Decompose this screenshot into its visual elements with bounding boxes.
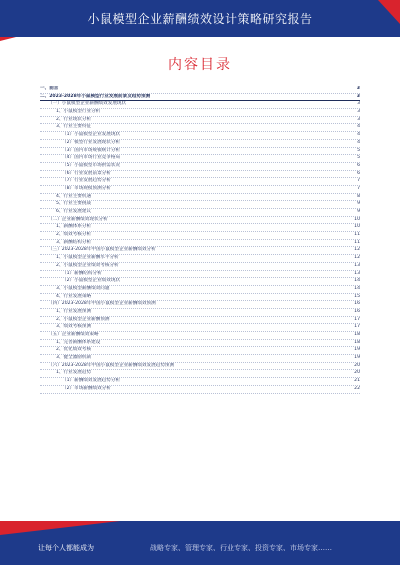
toc-entry[interactable]	[40, 309, 360, 317]
toc-entry-text: 1、行业发展预测	[56, 308, 92, 314]
toc-entry-page: 14	[354, 285, 360, 291]
toc-entry[interactable]	[40, 186, 360, 194]
toc-entry-text: 2、优化绩效考核	[56, 347, 92, 353]
toc-entry-page: 3	[357, 109, 360, 115]
toc-entry-text: （2）市场薪酬绩效分析	[62, 385, 111, 391]
toc-entry[interactable]	[40, 101, 360, 109]
toc-entry-text: （1）小鼠模型企业发展现状	[62, 132, 121, 138]
header-red-notch	[0, 37, 16, 41]
toc-entry-page: 3	[357, 101, 360, 107]
toc-entry[interactable]	[40, 378, 360, 386]
toc-entry-text: 3、健全激励机制	[56, 355, 92, 361]
toc-entry-page: 13	[354, 262, 360, 268]
toc-entry-text: （四）2023-2028年中国小鼠模型企业薪酬绩效预测	[48, 301, 156, 307]
toc-entry-text: （2）模型行业发展现状分析	[62, 139, 121, 145]
toc-entry[interactable]	[40, 124, 360, 132]
footer-red-ribbon	[0, 521, 120, 535]
toc-entry-text: （1）薪酬绩效发展趋势分析	[62, 378, 121, 384]
toc-entry[interactable]	[40, 324, 360, 332]
toc-entry-page: 19	[354, 347, 360, 353]
toc-entry-page: 12	[354, 247, 360, 253]
toc-entry-page: 3	[356, 93, 360, 99]
toc-entry[interactable]	[40, 363, 360, 371]
toc-entry-text: 二、2023-2028年小鼠模型行业发展前景及趋势预测	[40, 93, 151, 99]
toc-entry-text: 3、绩效考核预测	[56, 324, 92, 330]
toc-entry[interactable]	[40, 263, 360, 271]
toc-entry-page: 11	[354, 239, 360, 245]
toc-entry-page: 20	[354, 370, 360, 376]
toc-entry-page: 4	[357, 132, 360, 138]
toc-entry[interactable]	[40, 140, 360, 148]
toc-entry[interactable]	[40, 294, 360, 302]
toc-entry-page: 9	[357, 209, 360, 214]
toc-entry[interactable]	[40, 194, 360, 202]
toc-entry-text: 3、小鼠模型薪酬绩效问题	[56, 285, 110, 291]
toc-entry[interactable]	[40, 301, 360, 309]
toc-entry-page: 6	[357, 162, 360, 168]
toc-entry[interactable]	[40, 94, 360, 102]
toc-entry-text: （5）小鼠模型市场供需状况	[62, 162, 121, 168]
toc-entry[interactable]	[40, 355, 360, 363]
toc-entry[interactable]	[40, 148, 360, 156]
toc-entry-text: 6、行业发展建议	[56, 209, 92, 214]
toc-entry-page: 4	[357, 124, 360, 130]
toc-entry-page: 8	[357, 193, 360, 199]
toc-entry[interactable]	[40, 340, 360, 348]
toc-entry-text: 1、薪酬体系分析	[56, 224, 92, 230]
toc-entry-page: 3	[357, 116, 360, 122]
toc-entry[interactable]	[40, 171, 360, 179]
toc-entry-page: 17	[354, 316, 360, 322]
toc-entry[interactable]	[40, 109, 360, 117]
toc-entry-page: 16	[354, 308, 360, 314]
toc-entry-text: 4、行业发展策略	[56, 293, 92, 299]
toc-entry-page: 21	[354, 378, 360, 384]
toc-entry-page: 13	[354, 270, 360, 276]
toc-entry-text: 3、行业主要特征	[56, 124, 92, 130]
toc-entry-text: （六）2023-2028年中国小鼠模型企业薪酬绩效发展趋势预测	[48, 362, 175, 368]
toc-entry[interactable]	[40, 132, 360, 140]
toc-entry-text: （三）2023-2028年中国小鼠模型企业薪酬绩效分析	[48, 247, 156, 253]
toc-entry[interactable]	[40, 255, 360, 263]
toc-entry-text: （五）企业薪酬绩效策略	[48, 332, 99, 337]
toc-entry[interactable]	[40, 224, 360, 232]
toc-entry[interactable]	[40, 386, 360, 394]
toc-entry-page: 10	[354, 224, 360, 230]
toc-entry-text: 4、行业主要机遇	[56, 193, 92, 199]
toc-entry[interactable]	[40, 86, 360, 94]
toc-entry-text: （8）市场规模预测分析	[62, 185, 111, 191]
toc-entry-page: 6	[357, 170, 360, 176]
toc-entry-page: 15	[354, 293, 360, 299]
toc-entry-page: 5	[357, 155, 360, 161]
toc-entry[interactable]	[40, 271, 360, 279]
toc-entry[interactable]	[40, 240, 360, 248]
toc-entry-text: （2）小鼠模型企业绩效现状	[62, 278, 121, 284]
footer-slogan: 让每个人都能成为	[38, 544, 94, 552]
toc-entry-text: 1、小鼠模型行业分析	[56, 109, 101, 115]
toc-entry[interactable]	[40, 347, 360, 355]
toc-entry-text: （7）行业发展趋势分析	[62, 178, 111, 184]
toc-entry-page: 18	[354, 332, 360, 337]
toc-entry-text: 1、完善薪酬体系建设	[56, 339, 101, 345]
toc-entry-text: （6）行业发展前景分析	[62, 170, 111, 176]
toc-entry-page: 11	[354, 232, 360, 238]
toc-entry-page: 19	[354, 355, 360, 361]
toc-entry-text: 3、薪酬结构分析	[56, 239, 92, 245]
toc-entry-page: 10	[354, 216, 360, 222]
toc-entry-page: 14	[354, 278, 360, 284]
toc-entry-text: 2、小鼠模型企业绩效考核分析	[56, 262, 119, 268]
toc-entry-text: （3）国内市场规模统计分析	[62, 147, 121, 153]
toc-entry-page: 20	[354, 362, 360, 368]
toc-entry-text: 5、行业主要挑战	[56, 201, 92, 207]
toc-entry[interactable]	[40, 278, 360, 286]
toc-entry[interactable]	[40, 317, 360, 325]
header-bar	[0, 0, 400, 37]
toc-entry-text: 1、小鼠模型企业薪酬水平分析	[56, 255, 119, 261]
table-of-contents	[40, 86, 360, 531]
toc-entry-text: （一）小鼠模型企业薪酬绩效发展现状	[48, 101, 127, 107]
toc-entry-page: 22	[354, 385, 360, 391]
toc-entry[interactable]	[40, 232, 360, 240]
report-title: 小鼠模型企业薪酬绩效设计策略研究报告	[87, 12, 313, 26]
toc-entry-text: （4）国内市场行业竞争格局	[62, 155, 121, 161]
toc-entry-page: 7	[357, 178, 360, 184]
toc-entry-page: 18	[354, 339, 360, 345]
toc-entry[interactable]	[40, 209, 360, 217]
toc-entry-text: 2、绩效考核分析	[56, 232, 92, 238]
toc-entry[interactable]	[40, 247, 360, 255]
toc-entry[interactable]	[40, 178, 360, 186]
toc-entry-text: 1、行业发展趋势	[56, 370, 92, 376]
toc-entry-page: 9	[357, 201, 360, 207]
toc-entry-page: 3	[356, 86, 360, 91]
toc-entry-page: 4	[357, 139, 360, 145]
toc-entry-page: 5	[357, 147, 360, 153]
toc-entry[interactable]	[40, 201, 360, 209]
toc-entry[interactable]	[40, 163, 360, 171]
toc-entry-page: 7	[357, 185, 360, 191]
toc-entry-text: 2、行业现状分析	[56, 116, 92, 122]
toc-entry[interactable]	[40, 332, 360, 340]
toc-entry-page: 17	[354, 324, 360, 330]
toc-entry[interactable]	[40, 286, 360, 294]
toc-entry-text: 一、前言	[40, 86, 59, 91]
toc-entry-page: 12	[354, 255, 360, 261]
toc-entry-text: 2、小鼠模型企业薪酬预测	[56, 316, 110, 322]
toc-entry-page: 16	[354, 301, 360, 307]
toc-entry[interactable]	[40, 117, 360, 125]
toc-heading: 内容目录	[168, 57, 232, 73]
toc-entry[interactable]	[40, 370, 360, 378]
footer-bar	[0, 521, 400, 565]
toc-entry-text: （二）企业薪酬绩效现状分析	[48, 216, 108, 222]
toc-entry[interactable]	[40, 217, 360, 225]
toc-entry-text: （1）薪酬结构分析	[62, 270, 102, 276]
toc-entry[interactable]	[40, 155, 360, 163]
footer-services: 战略专家、管理专家、行业专家、投资专家、市场专家……	[150, 544, 332, 552]
